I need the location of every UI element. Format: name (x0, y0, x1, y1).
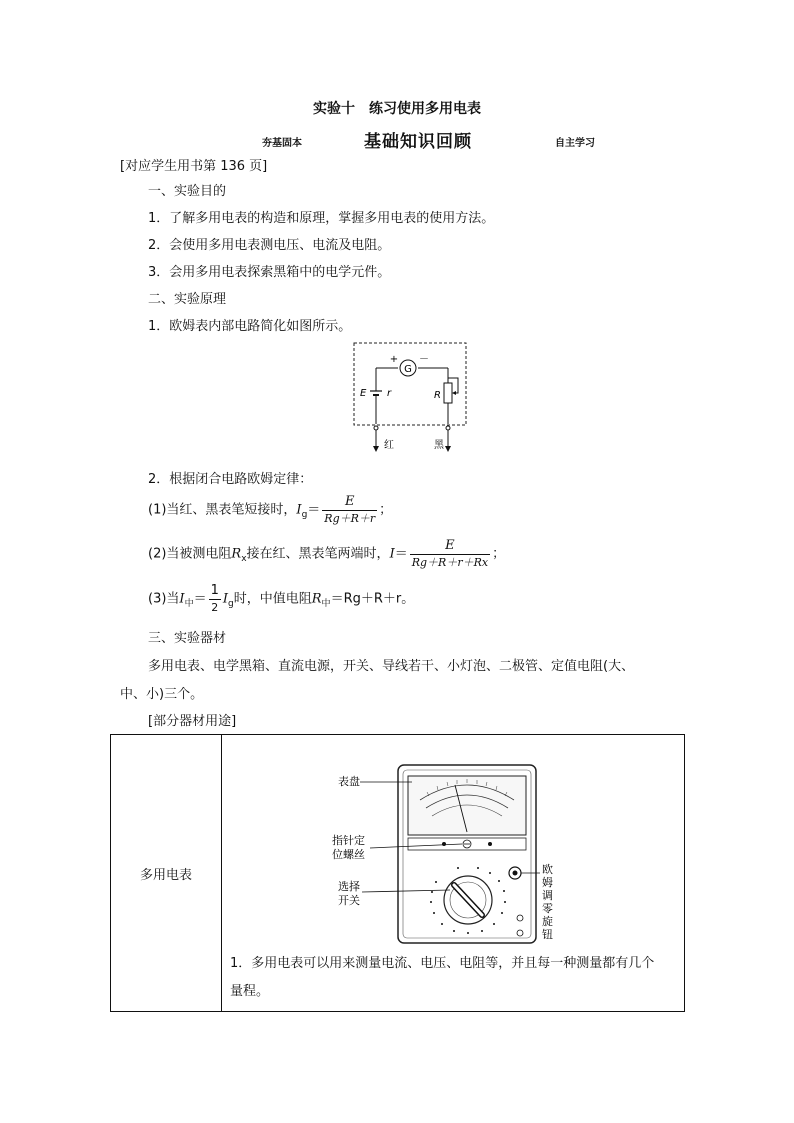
section-heading-principle: 二、实验原理 (148, 292, 227, 307)
probe-jack-icon (517, 915, 523, 921)
ohmmeter-circuit-diagram (340, 338, 480, 458)
equipment-table (110, 734, 685, 1012)
formula-symbol: I (296, 502, 302, 518)
formula-fraction (209, 583, 221, 615)
formula-subscript: 中 (184, 599, 194, 610)
formula-fraction (322, 494, 377, 526)
fraction-denominator: 2 (211, 601, 219, 614)
formula-subscript: x (241, 554, 247, 565)
formula-subscript: g (228, 599, 234, 610)
formula-subscript: 中 (321, 599, 331, 610)
dial-label: 表盘 (338, 775, 360, 788)
formula-text: 时，中值电阻 (233, 591, 312, 607)
fraction-numerator: E (410, 538, 490, 555)
multimeter-figure (222, 740, 684, 950)
table-row (111, 735, 685, 1012)
formula-text: ； (379, 502, 393, 518)
section-band-left: 夯基固本 (262, 138, 302, 149)
ohm-adjust-knob-label: 零 (542, 902, 553, 915)
formula-equals: ＝ (394, 546, 408, 562)
black-terminal (446, 426, 450, 430)
range-switch-label: 开关 (338, 894, 360, 907)
formula-text: ； (492, 546, 506, 562)
formula-symbol: R (311, 591, 322, 607)
formula-symbol: I (179, 591, 185, 607)
formula-measured-resistance (148, 538, 505, 570)
pointer-screw-label: 位螺丝 (332, 848, 365, 861)
principle-paragraph: 1．欧姆表内部电路简化如图所示。 (148, 319, 352, 334)
galvanometer-label: G (404, 364, 412, 375)
formula-text: (2)当被测电阻 (148, 546, 232, 562)
equipment-subheading: [部分器材用途] (148, 714, 237, 729)
formula-text: ＝Rg＋R＋r。 (330, 591, 415, 607)
note-line: 量程。 (230, 984, 270, 999)
section-band-title: 基础知识回顾 (364, 132, 472, 152)
multimeter-note (222, 950, 684, 1006)
rheostat-icon (444, 383, 452, 403)
formula-text: (3)当 (148, 591, 180, 607)
table-cell-content (222, 735, 685, 1012)
book-reference: [对应学生用书第 136 页] (120, 159, 268, 174)
formula-equals: ＝ (193, 591, 207, 607)
formula-text: (1)当红、黑表笔短接时， (148, 502, 297, 518)
formula-subscript: g (301, 510, 308, 521)
black-probe-label: 黑 (434, 440, 444, 451)
section-heading-equipment: 三、实验器材 (148, 631, 227, 646)
formula-equals: ＝ (307, 502, 321, 518)
formula-mid-resistance (148, 583, 414, 615)
section-band-right: 自主学习 (555, 138, 595, 149)
note-line: 1．多用电表可以用来测量电流、电压、电阻等，并且每一种测量都有几个 (230, 956, 655, 971)
ohm-adjust-knob-label: 姆 (542, 876, 553, 889)
formula-short-circuit (148, 494, 392, 526)
equipment-line: 中、小)三个。 (120, 687, 204, 702)
emf-label: E (360, 388, 367, 399)
probe-jack-icon (517, 930, 523, 936)
ohm-adjust-knob-label: 钮 (542, 928, 553, 941)
page-title: 实验十 练习使用多用电表 (313, 101, 481, 117)
purpose-item: 3．会用多用电表探索黑箱中的电学元件。 (148, 265, 391, 280)
fraction-denominator: Rg＋R＋r (324, 512, 376, 525)
formula-fraction (410, 538, 490, 570)
fraction-denominator: Rg＋R＋r＋Rx (411, 556, 489, 569)
principle-paragraph: 2．根据闭合电路欧姆定律： (148, 472, 313, 487)
plus-sign: + (389, 354, 399, 365)
equipment-line: 多用电表、电学黑箱、直流电源，开关、导线若干、小灯泡、二极管、定值电阻(大、 (148, 659, 635, 674)
internal-resistance-label: r (387, 388, 392, 399)
rheostat-label: R (434, 390, 441, 401)
formula-symbol: I (222, 591, 229, 607)
formula-symbol: I (389, 546, 395, 562)
ohm-adjust-knob-label: 欧 (542, 863, 553, 876)
purpose-item: 1．了解多用电表的构造和原理，掌握多用电表的使用方法。 (148, 211, 495, 226)
pointer-screw-label: 指针定 (332, 834, 365, 847)
red-terminal (374, 426, 378, 430)
fraction-numerator: 1 (210, 583, 219, 598)
minus-sign: － (419, 354, 429, 365)
ohm-adjust-knob-label: 旋 (542, 915, 553, 928)
red-probe-label: 红 (384, 440, 394, 451)
purpose-item: 2．会使用多用电表测电压、电流及电阻。 (148, 238, 391, 253)
table-cell-label: 多用电表 (111, 735, 222, 1012)
section-heading-purpose: 一、实验目的 (148, 184, 227, 199)
multimeter-illustration (222, 740, 687, 950)
range-switch-label: 选择 (338, 880, 360, 893)
ohm-adjust-knob-label: 调 (542, 889, 553, 902)
formula-symbol: R (231, 546, 242, 562)
fraction-numerator: E (322, 494, 377, 511)
formula-text: 接在红、黑表笔两端时， (246, 546, 390, 562)
